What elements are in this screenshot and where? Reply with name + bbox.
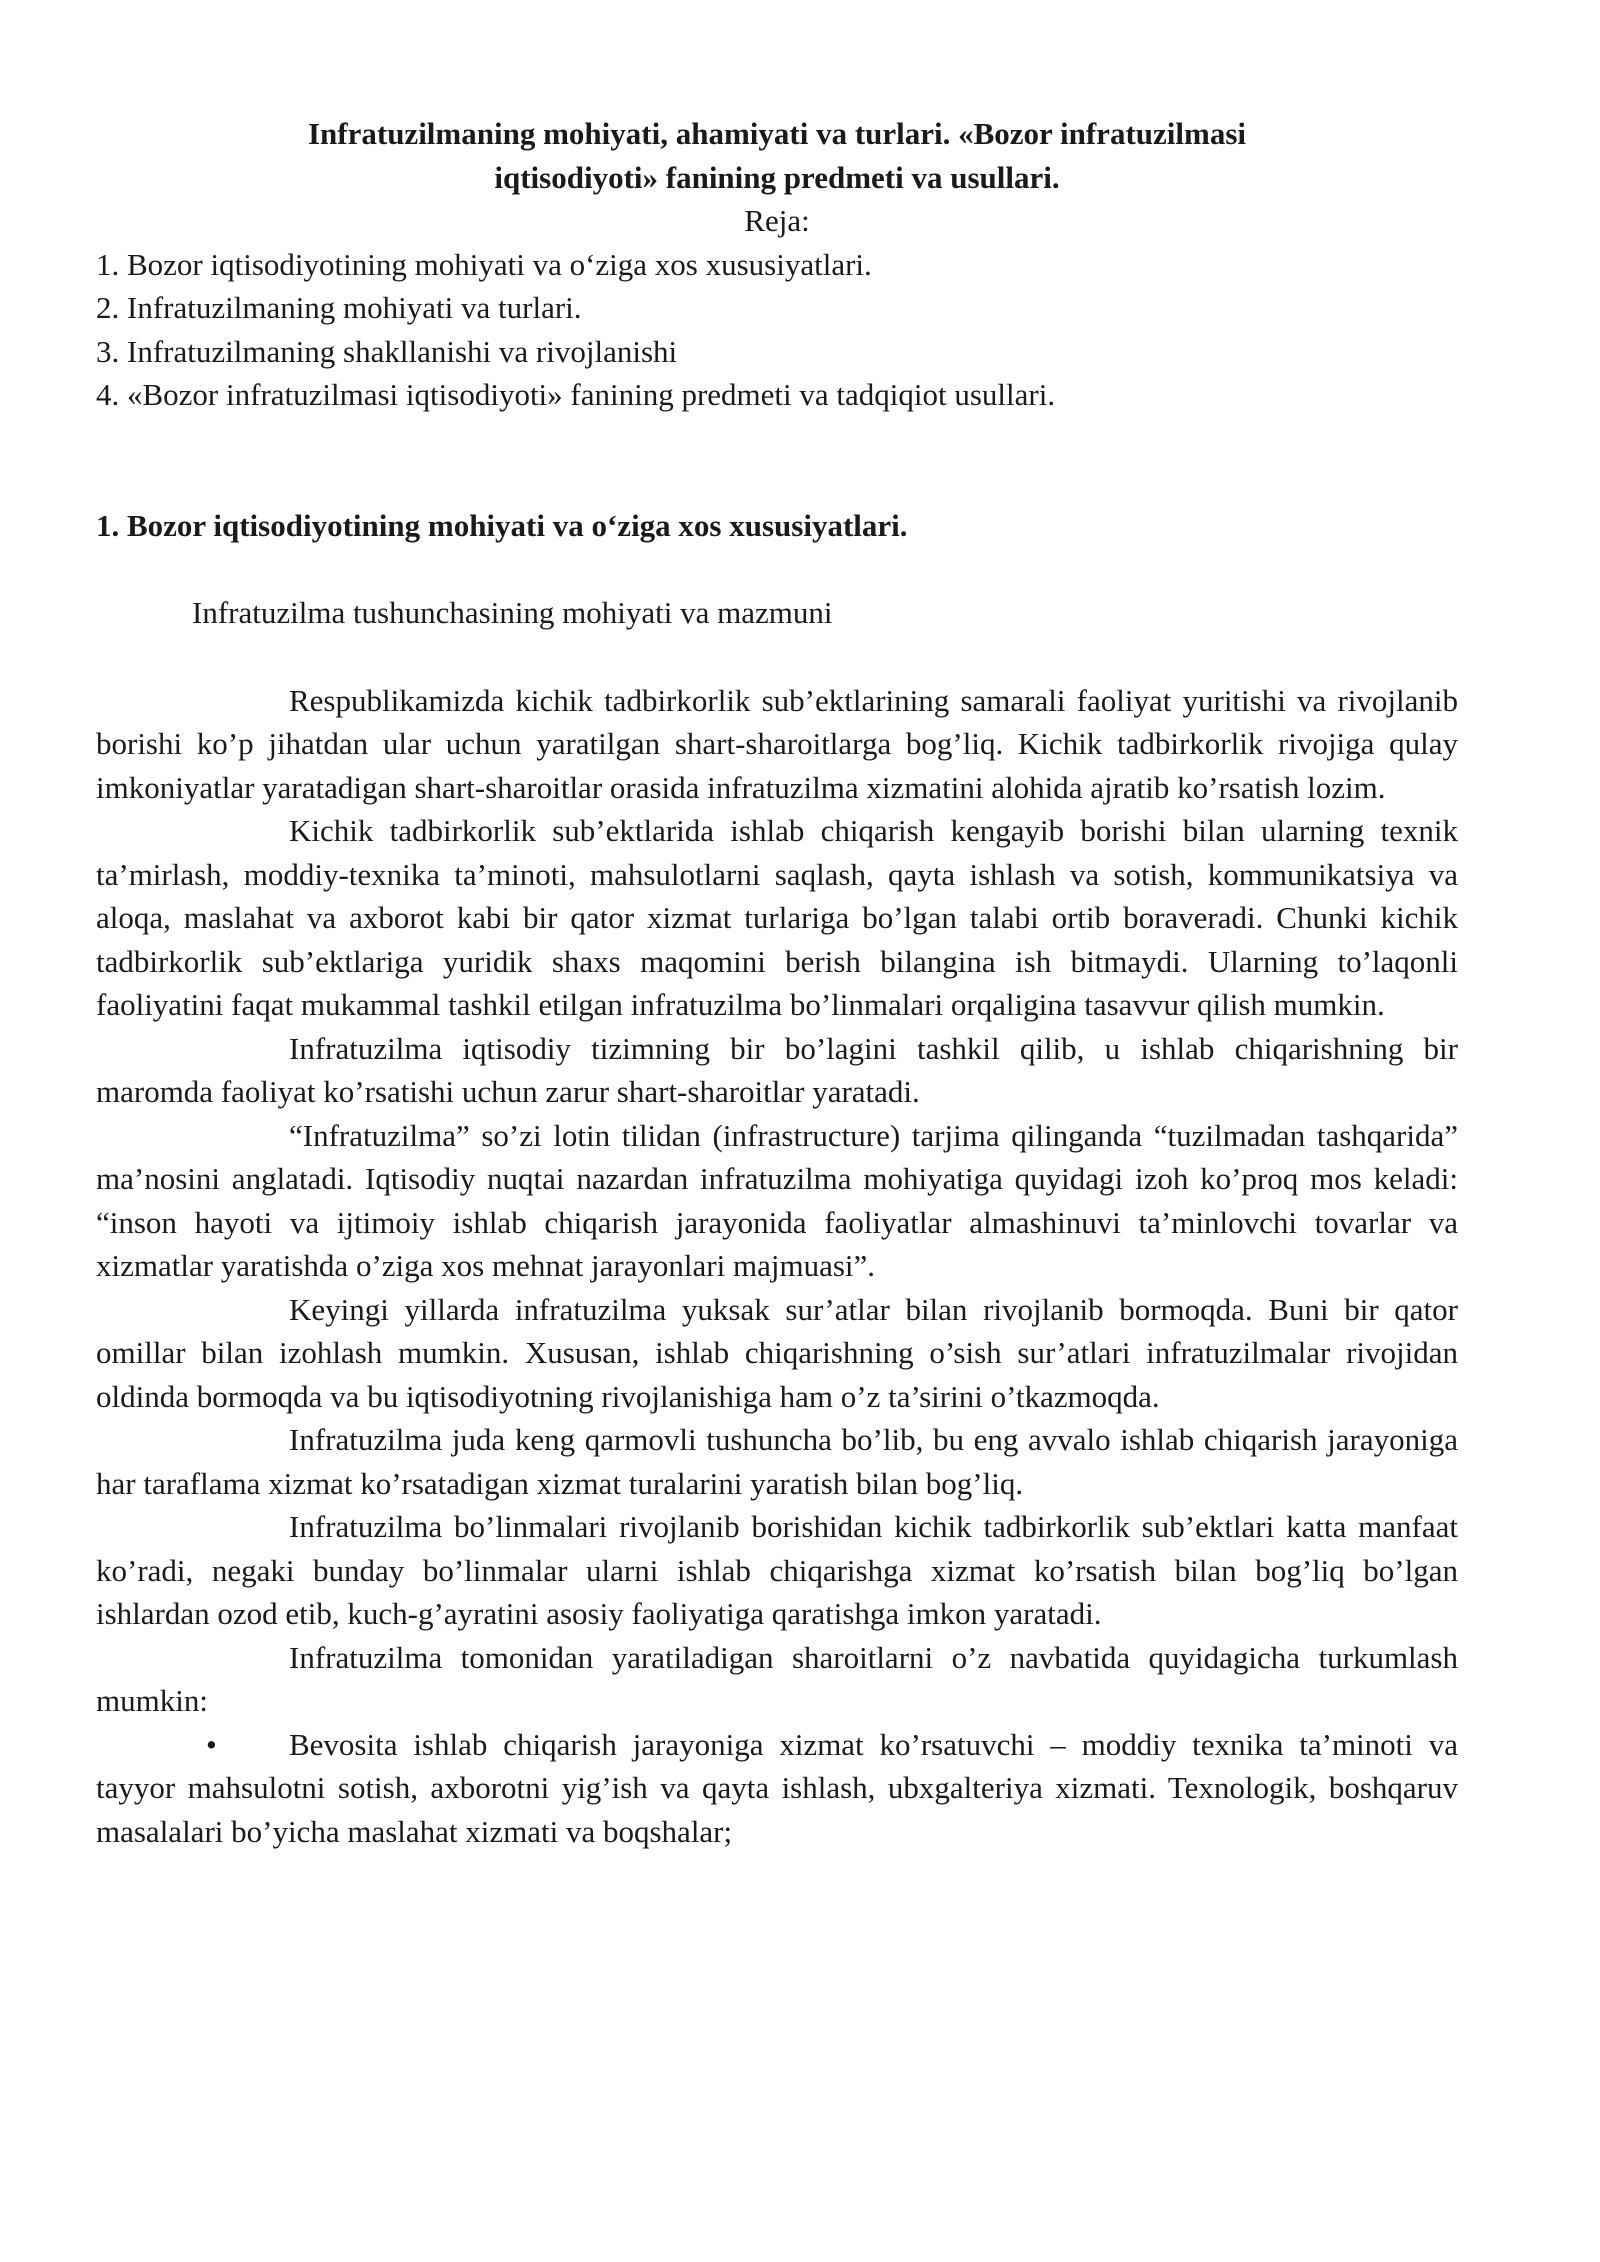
paragraph: Kichik tadbirkorlik sub’ektlarida ishlab chiqarish kengayib borishi bilan ularning texnik ta’mirlash, moddiy-texnika ta’minoti, mahsulotlarni saqlash, qayta ishlash va sotish, kommunikatsiya va aloqa, maslahat va axborot kabi bir qator xizmat turlariga bo’lgan talabi ortib boraveradi. Chunki kichik tadbirkorlik sub’ektlariga yuridik shaxs maqomini berish bilangina ish bitmaydi. Ularning to’laqonli faoliyatini faqat mukammal tashkil etilgan infratuzilma bo’linmalari orqaligina tasavvur qilish mumkin. [96, 813, 1458, 1022]
document-title-line-1: Infratuzilmaning mohiyati, ahamiyati va turlari. «Bozor infratuzilmasi [307, 116, 1246, 151]
paragraph: Infratuzilma iqtisodiy tizimning bir bo’lagini tashkil qilib, u ishlab chiqarishning bir maromda faoliyat ko’rsatishi uchun zarur shart-sharoitlar yaratadi. [96, 1030, 1458, 1109]
bullet-item [96, 1723, 1458, 1854]
plan-item: 4. «Bozor infratuzilmasi iqtisodiyoti» fanining predmeti va tadqiqiot usullari. [96, 377, 1056, 412]
subheading: Infratuzilma tushunchasining mohiyati va mazmuni [192, 595, 833, 630]
body-text [96, 679, 1458, 1854]
paragraph: “Infratuzilma” so’zi lotin tilidan (infrastructure) tarjima qilinganda “tuzilmadan tashqarida” ma’nosini anglatadi. Iqtisodiy nuqtai nazardan infratuzilma mohiyatiga quyidagi izoh ko’proq mos keladi: “inson hayoti va ijtimoiy ishlab chiqarish jarayonida faoliyatlar almashinuvi ta’minlovchi tovarlar va xizmatlar yaratishda o’ziga xos mehnat jarayonlari majmuasi”. [96, 1117, 1458, 1283]
paragraph: Respublikamizda kichik tadbirkorlik sub’ektlarining samarali faoliyat yuritishi va rivojlanib borishi ko’p jihatdan ular uchun yaratilgan shart-sharoitlarga bog’liq. Kichik tadbirkorlik rivojiga qulay imkoniyatlar yaratadigan shart-sharoitlar orasida infratuzilma xizmatini alohida ajratib ko’rsatish lozim. [96, 682, 1458, 805]
document-title-line-2: iqtisodiyoti» fanining predmeti va usullari. [494, 159, 1060, 195]
paragraph: Infratuzilma juda keng qarmovli tushuncha bo’lib, bu eng avvalo ishlab chiqarish jarayoniga har taraflama xizmat ko’rsatadigan xizmat turalarini yaratish bilan bog’liq. [96, 1422, 1458, 1501]
paragraph: Infratuzilma tomonidan yaratiladigan sharoitlarni o’z navbatida quyidagicha turkumlash mumkin: [96, 1639, 1458, 1718]
plan-label: Reja: [744, 203, 810, 238]
document-page [96, 112, 1458, 1853]
bullet-text: Bevosita ishlab chiqarish jarayoniga xizmat ko’rsatuvchi – moddiy texnika ta’minoti va tayyor mahsulotni sotish, axborotni yig’ish va qayta ishlash, ubxgalteriya xizmati. Texnologik, boshqaruv masalalari bo’yicha maslahat xizmati va boqshalar; [96, 1726, 1458, 1849]
bullet-icon: • [206, 1726, 217, 1762]
plan-item: 2. Infratuzilmaning mohiyati va turlari. [96, 290, 582, 325]
plan-item: 3. Infratuzilmaning shakllanishi va rivojlanishi [96, 333, 678, 369]
paragraph: Keyingi yillarda infratuzilma yuksak sur’atlar bilan rivojlanib bormoqda. Buni bir qator omillar bilan izohlash mumkin. Xususan, ishlab chiqarishning o’sish sur’atlari infratuzilmalar rivojidan oldinda bormoqda va bu iqtisodiyotning rivojlanishiga ham o’z ta’sirini o’tkazmoqda. [96, 1291, 1458, 1414]
plan-list [96, 243, 1458, 417]
plan-item: 1. Bozor iqtisodiyotining mohiyati va o‘ziga xos xususiyatlari. [96, 246, 872, 282]
paragraph: Infratuzilma bo’linmalari rivojlanib borishidan kichik tadbirkorlik sub’ektlari katta manfaat ko’radi, negaki bunday bo’linmalar ularni ishlab chiqarishga xizmat ko’rsatish bilan bog’liq bo’lgan ishlardan ozod etib, kuch-g’ayratini asosiy faoliyatiga qaratishga imkon yaratadi. [96, 1509, 1458, 1631]
section-heading: 1. Bozor iqtisodiyotining mohiyati va o‘ziga xos xususiyatlari. [96, 507, 908, 543]
